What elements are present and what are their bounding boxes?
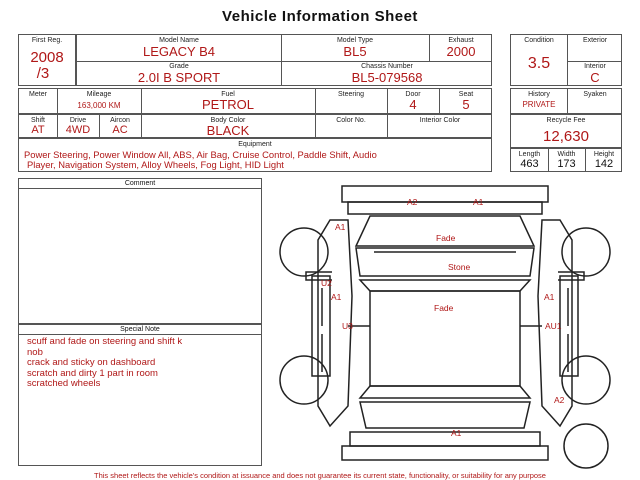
dimensions-block: [510, 148, 622, 172]
damage-mark: A1: [451, 428, 462, 438]
exhaust-value: 2000: [446, 44, 476, 59]
special-note-line: scratch and dirty 1 part in room: [27, 367, 158, 379]
fuel-value: PETROL: [201, 97, 254, 112]
damage-mark: Fade: [434, 303, 454, 313]
damage-mark: U2: [321, 278, 332, 288]
recycle-fee-cell: [510, 114, 622, 148]
special-note-label: Special Note: [19, 325, 261, 335]
body-color-value: BLACK: [206, 123, 250, 138]
width-value: 173: [557, 158, 576, 170]
aircon-label: Aircon: [110, 117, 130, 124]
chassis-value: BL5-079568: [351, 70, 423, 85]
height-label: Height: [593, 151, 615, 158]
door-value: 4: [409, 97, 417, 112]
length-value: 463: [520, 158, 539, 170]
comment-box: [18, 178, 262, 324]
first-reg-label: First Reg.: [31, 37, 63, 44]
model-block: [76, 34, 492, 86]
exhaust-label: Exhaust: [448, 37, 474, 44]
body-color-label: Body Color: [210, 117, 246, 124]
drive-value: 4WD: [65, 124, 91, 136]
drive-label: Drive: [69, 117, 87, 124]
recycle-fee-label: Recycle Fee: [546, 117, 586, 124]
mileage-label: Mileage: [86, 91, 112, 98]
steering-label: Steering: [337, 91, 365, 98]
special-note-line: scratched wheels: [27, 378, 101, 389]
damage-mark: A2: [407, 197, 418, 207]
history-value: PRIVATE: [522, 100, 556, 109]
shift-label: Shift: [30, 117, 45, 124]
damage-mark: Stone: [448, 262, 471, 272]
door-label: Door: [405, 91, 421, 98]
special-note-box: [18, 324, 262, 466]
length-label: Length: [518, 151, 541, 158]
special-note-line: crack and sticky on dashboard: [27, 357, 156, 368]
mileage-value: 163,000 KM: [77, 101, 121, 110]
meter-label: Meter: [29, 91, 47, 98]
history-label: History: [528, 91, 550, 98]
condition-value: 3.5: [527, 55, 551, 72]
exterior-label: Exterior: [582, 37, 608, 44]
model-type-label: Model Type: [336, 37, 374, 44]
shift-value: AT: [31, 124, 45, 136]
sheet-title: Vehicle Information Sheet: [222, 8, 418, 25]
damage-mark: AU1: [545, 321, 562, 331]
syaken-label: Syaken: [583, 91, 607, 98]
interior-value: C: [590, 70, 600, 85]
disclaimer-footer: This sheet reflects the vehicle's condition at issuance and does not guarantee its current state, functionality, or suitability for any purpose: [94, 471, 546, 480]
aircon-value: AC: [112, 124, 128, 136]
first-reg-year: 2008: [30, 49, 64, 66]
condition-label: Condition: [524, 37, 554, 44]
equipment-label: Equipment: [238, 141, 272, 148]
damage-mark: A1: [473, 197, 484, 207]
height-value: 142: [594, 158, 614, 170]
damage-mark: A2: [554, 395, 565, 405]
condition-block: [510, 34, 622, 86]
comment-label: Comment: [19, 179, 261, 189]
color-spec-row: [18, 114, 492, 138]
damage-mark: A1: [331, 292, 342, 302]
equipment-line-2: Player, Navigation System, Alloy Wheels, Fog Light, HID Light: [27, 159, 284, 170]
history-block: [510, 88, 622, 114]
color-no-label: Color No.: [336, 117, 366, 124]
damage-mark: A1: [335, 222, 346, 232]
grade-value: 2.0I B SPORT: [137, 70, 221, 85]
damage-mark: Fade: [436, 233, 456, 243]
damage-mark: U3: [342, 321, 353, 331]
seat-label: Seat: [458, 91, 474, 98]
model-name-value: LEGACY B4: [142, 44, 216, 59]
first-reg-cell: [18, 34, 76, 86]
special-note-line: nob: [27, 346, 43, 358]
special-note-line: scuff and fade on steering and shift k: [27, 336, 183, 347]
model-type-value: BL5: [343, 44, 367, 59]
special-note-text: [27, 337, 182, 390]
damage-mark: A1: [544, 292, 555, 302]
equipment-cell: [18, 138, 492, 172]
first-reg-month: /3: [36, 65, 50, 82]
interior-label: Interior: [584, 63, 606, 70]
car-damage-diagram: [270, 176, 620, 470]
fuel-label: Fuel: [221, 91, 235, 98]
model-name-label: Model Name: [159, 37, 199, 44]
equipment-line-1: Power Steering, Power Window All, ABS, Air Bag, Cruise Control, Paddle Shift, Audio: [24, 149, 377, 160]
vehicle-spec-row: [18, 88, 492, 114]
interior-color-label: Interior Color: [419, 117, 461, 124]
width-label: Width: [557, 151, 576, 158]
chassis-label: Chassis Number: [361, 63, 413, 70]
seat-value: 5: [462, 97, 470, 112]
grade-label: Grade: [169, 63, 189, 70]
recycle-fee-value: 12,630: [543, 128, 589, 145]
